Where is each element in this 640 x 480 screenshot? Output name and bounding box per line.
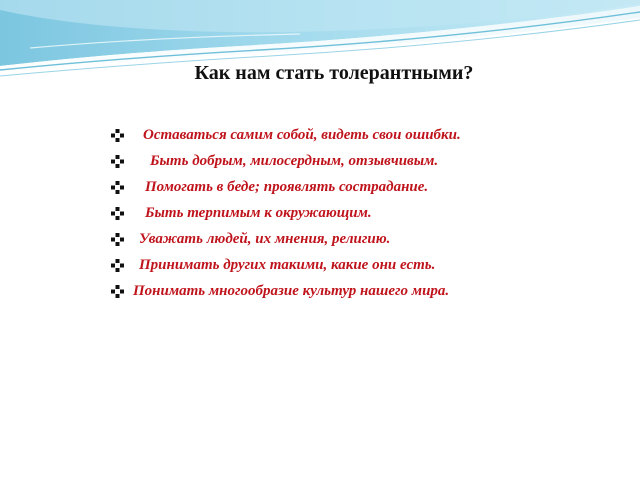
bullet-text: Быть терпимым к окружающим.: [145, 205, 372, 221]
bullet-text: Быть добрым, милосердным, отзывчивым.: [150, 153, 439, 169]
diamond-bullet-icon: [111, 129, 124, 142]
diamond-bullet-icon: [111, 285, 124, 298]
bullet-text: Оставаться самим собой, видеть свои ошибки.: [143, 127, 461, 143]
bullet-text: Принимать других такими, какие они есть.: [139, 257, 436, 273]
diamond-bullet-icon: [111, 207, 124, 220]
bullet-text: Помогать в беде; проявлять сострадание.: [145, 179, 429, 195]
diamond-bullet-icon: [111, 259, 124, 272]
diamond-bullet-icon: [111, 181, 124, 194]
diamond-bullet-icon: [111, 155, 124, 168]
bullet-text: Уважать людей, их мнения, религию.: [139, 231, 391, 247]
slide-title: Как нам стать толерантными?: [194, 62, 474, 84]
bullet-text: Понимать многообразие культур нашего мира.: [133, 283, 450, 299]
diamond-bullet-icon: [111, 233, 124, 246]
